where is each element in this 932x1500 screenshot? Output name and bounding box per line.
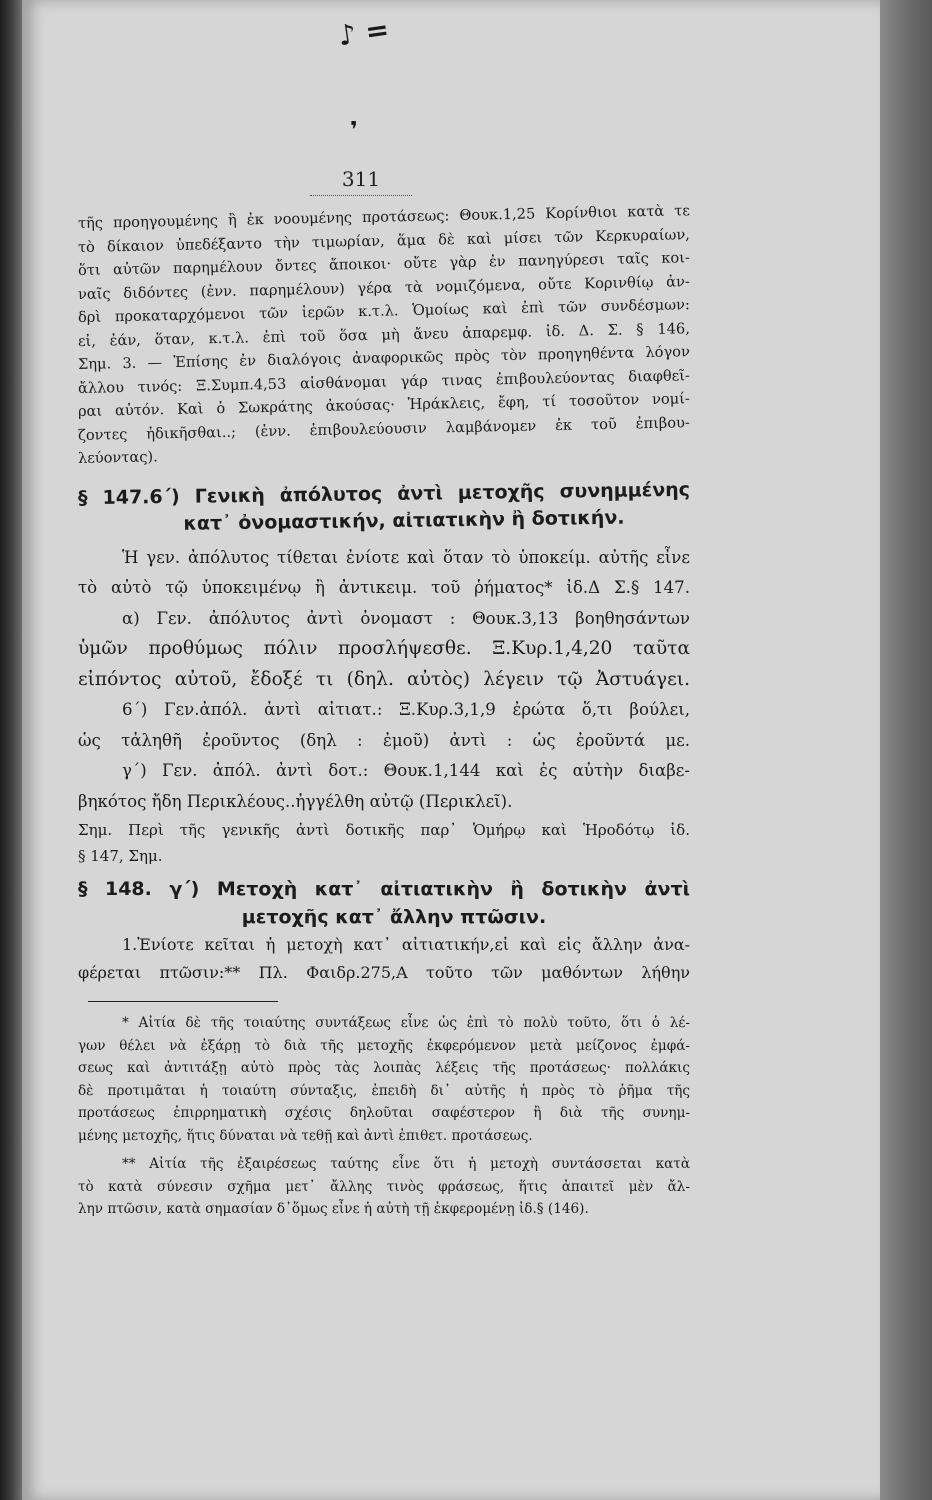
footnotes bbox=[78, 1012, 690, 1221]
text-line: 1.Ἐνίοτε κεῖται ἡ μετοχὴ κατ᾽ αἰτιατικήν,εἰ καὶ εἰς ἄλλην ἀνα- bbox=[122, 935, 690, 954]
text-line: 6΄) Γεν.ἀπόλ. ἀντὶ αἰτιατ.: Ξ.Κυρ.3,1,9 ἐρώτα ὅ,τι βούλει, bbox=[122, 700, 690, 719]
heading-line: § 148. γ΄) Μετοχὴ κατ᾽ αἰτιατικὴν ἢ δοτικὴν ἀντὶ bbox=[78, 878, 690, 900]
text-line: α) Γεν. ἀπόλυτος ἀντὶ ὀνομαστ : Θουκ.3,13 βοηθησάντων bbox=[122, 608, 690, 628]
footnote-line: γων θέλει νὰ ἐξάρῃ τὸ διὰ τῆς μετοχῆς ἐκφερόμενον μετὰ μείζονος ἐμφά- bbox=[78, 1037, 690, 1054]
text-line: φέρεται πτῶσιν:** Πλ. Φαιδρ.275,Α τοῦτο τῶν μαθόντων λήθην bbox=[78, 963, 690, 982]
section-heading-147 bbox=[77, 478, 691, 535]
footnote-line: λην πτῶσιν, κατὰ σημασίαν δ᾽ὅμως εἶνε ἡ αὐτὴ τῇ ἐκφερομένῃ ἰδ.§ (146). bbox=[78, 1201, 589, 1217]
section-148-text bbox=[78, 931, 690, 987]
page-number: 311 bbox=[310, 167, 412, 196]
paragraph-continued bbox=[77, 202, 691, 471]
text-line: ζοντες ἠδικῆσθαι..; (ἐνν. ἐπιβουλεύουσιν λαμβάνομεν ἐκ τοῦ ἐπιβου- bbox=[77, 413, 691, 444]
text-line: ὅτι αὐτῶν παρημέλουν ὄντες ἄποικοι· οὔτε γὰρ ἐν πανηγύρεσι ταῖς κοι- bbox=[77, 249, 691, 279]
footnote-line: * Αἰτία δὲ τῆς τοιαύτης συντάξεως εἶνε ὡς ἐπὶ τὸ πολὺ τοῦτο, ὅτι ὁ λέ- bbox=[122, 1015, 690, 1031]
text-line: ναῖς διδόντες (ἐνν. παρημέλουν) γέρα τὰ νομιζόμενα, οὔτε Κορινθίῳ ἀν- bbox=[77, 272, 691, 303]
heading-line: μετοχῆς κατ᾽ ἄλλην πτῶσιν. bbox=[241, 906, 547, 928]
heading-line: § 147.6΄) Γενικὴ ἀπόλυτος ἀντὶ μετοχῆς συνημμένης bbox=[77, 478, 691, 509]
text-line: ραι αὐτόν. Καὶ ὁ Σωκράτης ἀκούσας· Ἡράκλεις, ἔφη, τί τοσοῦτον νομί- bbox=[77, 390, 691, 420]
footnote-line: ** Αἰτία τῆς ἐξαιρέσεως ταύτης εἶνε ὅτι ἡ μετοχὴ συντάσσεται κατὰ bbox=[122, 1156, 690, 1172]
footnote-line: μένης μετοχῆς, ἥτις δύναται νὰ τεθῇ καὶ ἀντὶ ἐπιθετ. προτάσεως. bbox=[78, 1127, 533, 1144]
text-line: τὸ αὐτὸ τῷ ὑποκειμένῳ ἢ ἀντικειμ. τοῦ ῥήματος* ἰδ.Δ Σ.§ 147. bbox=[78, 578, 690, 597]
text-line: βηκότος ἤδη Περικλέους..ἠγγέλθη αὐτῷ (Περικλεῖ). bbox=[78, 791, 513, 811]
text-line: § 147, Σημ. bbox=[78, 847, 163, 865]
text-line: Ἡ γεν. ἀπόλυτος τίθεται ἐνίοτε καὶ ὅταν τὸ ὑποκείμ. αὐτῆς εἶνε bbox=[122, 547, 690, 567]
text-line: γ΄) Γεν. ἀπόλ. ἀντὶ δοτ.: Θουκ.1,144 καὶ ἐς αὐτὴν διαβε- bbox=[122, 761, 690, 780]
footnote-line: δὲ προτιμᾶται ἡ τοιαύτη σύνταξις, ἐπειδὴ δι᾽ αὐτῆς ἡ πρὸς τὸ ῥῆμα τῆς bbox=[78, 1082, 690, 1099]
text-line: δρὶ προκαταρχόμενοι τῶν ἱερῶν κ.τ.λ. Ὁμοίως καὶ ἐπὶ τῶν συνδέσμων: bbox=[77, 296, 691, 326]
text-line: τῆς προηγουμένης ἢ ἐκ νοουμένης προτάσεως: Θουκ.1,25 Κορίνθιοι κατὰ τε bbox=[77, 202, 691, 232]
text-line: τὸ δίκαιον ὑπεδέξαντο τὴν τιμωρίαν, ἅμα δὲ καὶ μίσει τῶν Κερκυραίων, bbox=[77, 225, 691, 256]
section-heading-148 bbox=[78, 875, 690, 931]
page-edge-shadow bbox=[880, 0, 932, 1500]
footnote-line: προτάσεως ἐπιρρηματικὴ σχέσις δηλοῦται σαφέστερον ἢ διὰ τῆς συνημ- bbox=[78, 1105, 690, 1121]
ink-mark-top: ♪ = bbox=[335, 12, 392, 53]
text-line: ὡς τἀληθῆ ἐροῦντος (δηλ : ἐμοῦ) ἀντὶ : ὡς ἐροῦντά με. bbox=[78, 730, 690, 750]
text-line: Σημ. Περὶ τῆς γενικῆς ἀντὶ δοτικῆς παρ᾽ Ὁμήρῳ καὶ Ἡροδότῳ ἰδ. bbox=[78, 821, 690, 839]
footnote-rule bbox=[88, 1001, 278, 1002]
ink-mark-middle: ❜ bbox=[350, 118, 358, 143]
book-binding bbox=[0, 0, 22, 1500]
text-line: Σημ. 3. — Ἐπίσης ἐν διαλόγοις ἀναφορικῶς πρὸς τὸν προηγηθέντα λόγον bbox=[77, 343, 691, 373]
heading-line: κατ᾽ ὀνομαστικήν, αἰτιατικὴν ἢ δοτικήν. bbox=[183, 506, 625, 535]
text-line: εἰ, ἐάν, ὅταν, κ.τ.λ. ἐπὶ τοῦ ὅσα μὴ ἄνευ ἀπαρεμφ. ἰδ. Δ. Σ. § 146, bbox=[77, 319, 691, 350]
text-line: εἰπόντος αὐτοῦ, ἔδοξέ τι (δηλ. αὐτὸς) λέγειν τῷ Ἀστυάγει. bbox=[78, 668, 690, 690]
footnote-line: τὸ κατὰ σύνεσιν σχῆμα μετ᾽ ἄλλης τινὸς φράσεως, ἥτις ἀπαιτεῖ μὲν ἄλ- bbox=[78, 1178, 690, 1195]
footnote-line: σεως καὶ ἀντιτάξῃ αὐτὸ πρὸς τὰς λοιπὰς λέξεις τῆς προτάσεως· πολλάκις bbox=[78, 1060, 690, 1076]
text-line: ἄλλου τινός: Ξ.Συμπ.4,53 αἰσθάνομαι γάρ τινας ἐπιβουλεύοντας διαφθεῖ- bbox=[77, 366, 691, 397]
page-body bbox=[77, 202, 691, 1221]
section-147-text bbox=[78, 543, 690, 870]
text-line: ὑμῶν προθύμως πόλιν προσλήψεσθε. Ξ.Κυρ.1,4,20 ταῦτα bbox=[78, 638, 690, 659]
text-line: λεύοντας). bbox=[77, 448, 158, 467]
